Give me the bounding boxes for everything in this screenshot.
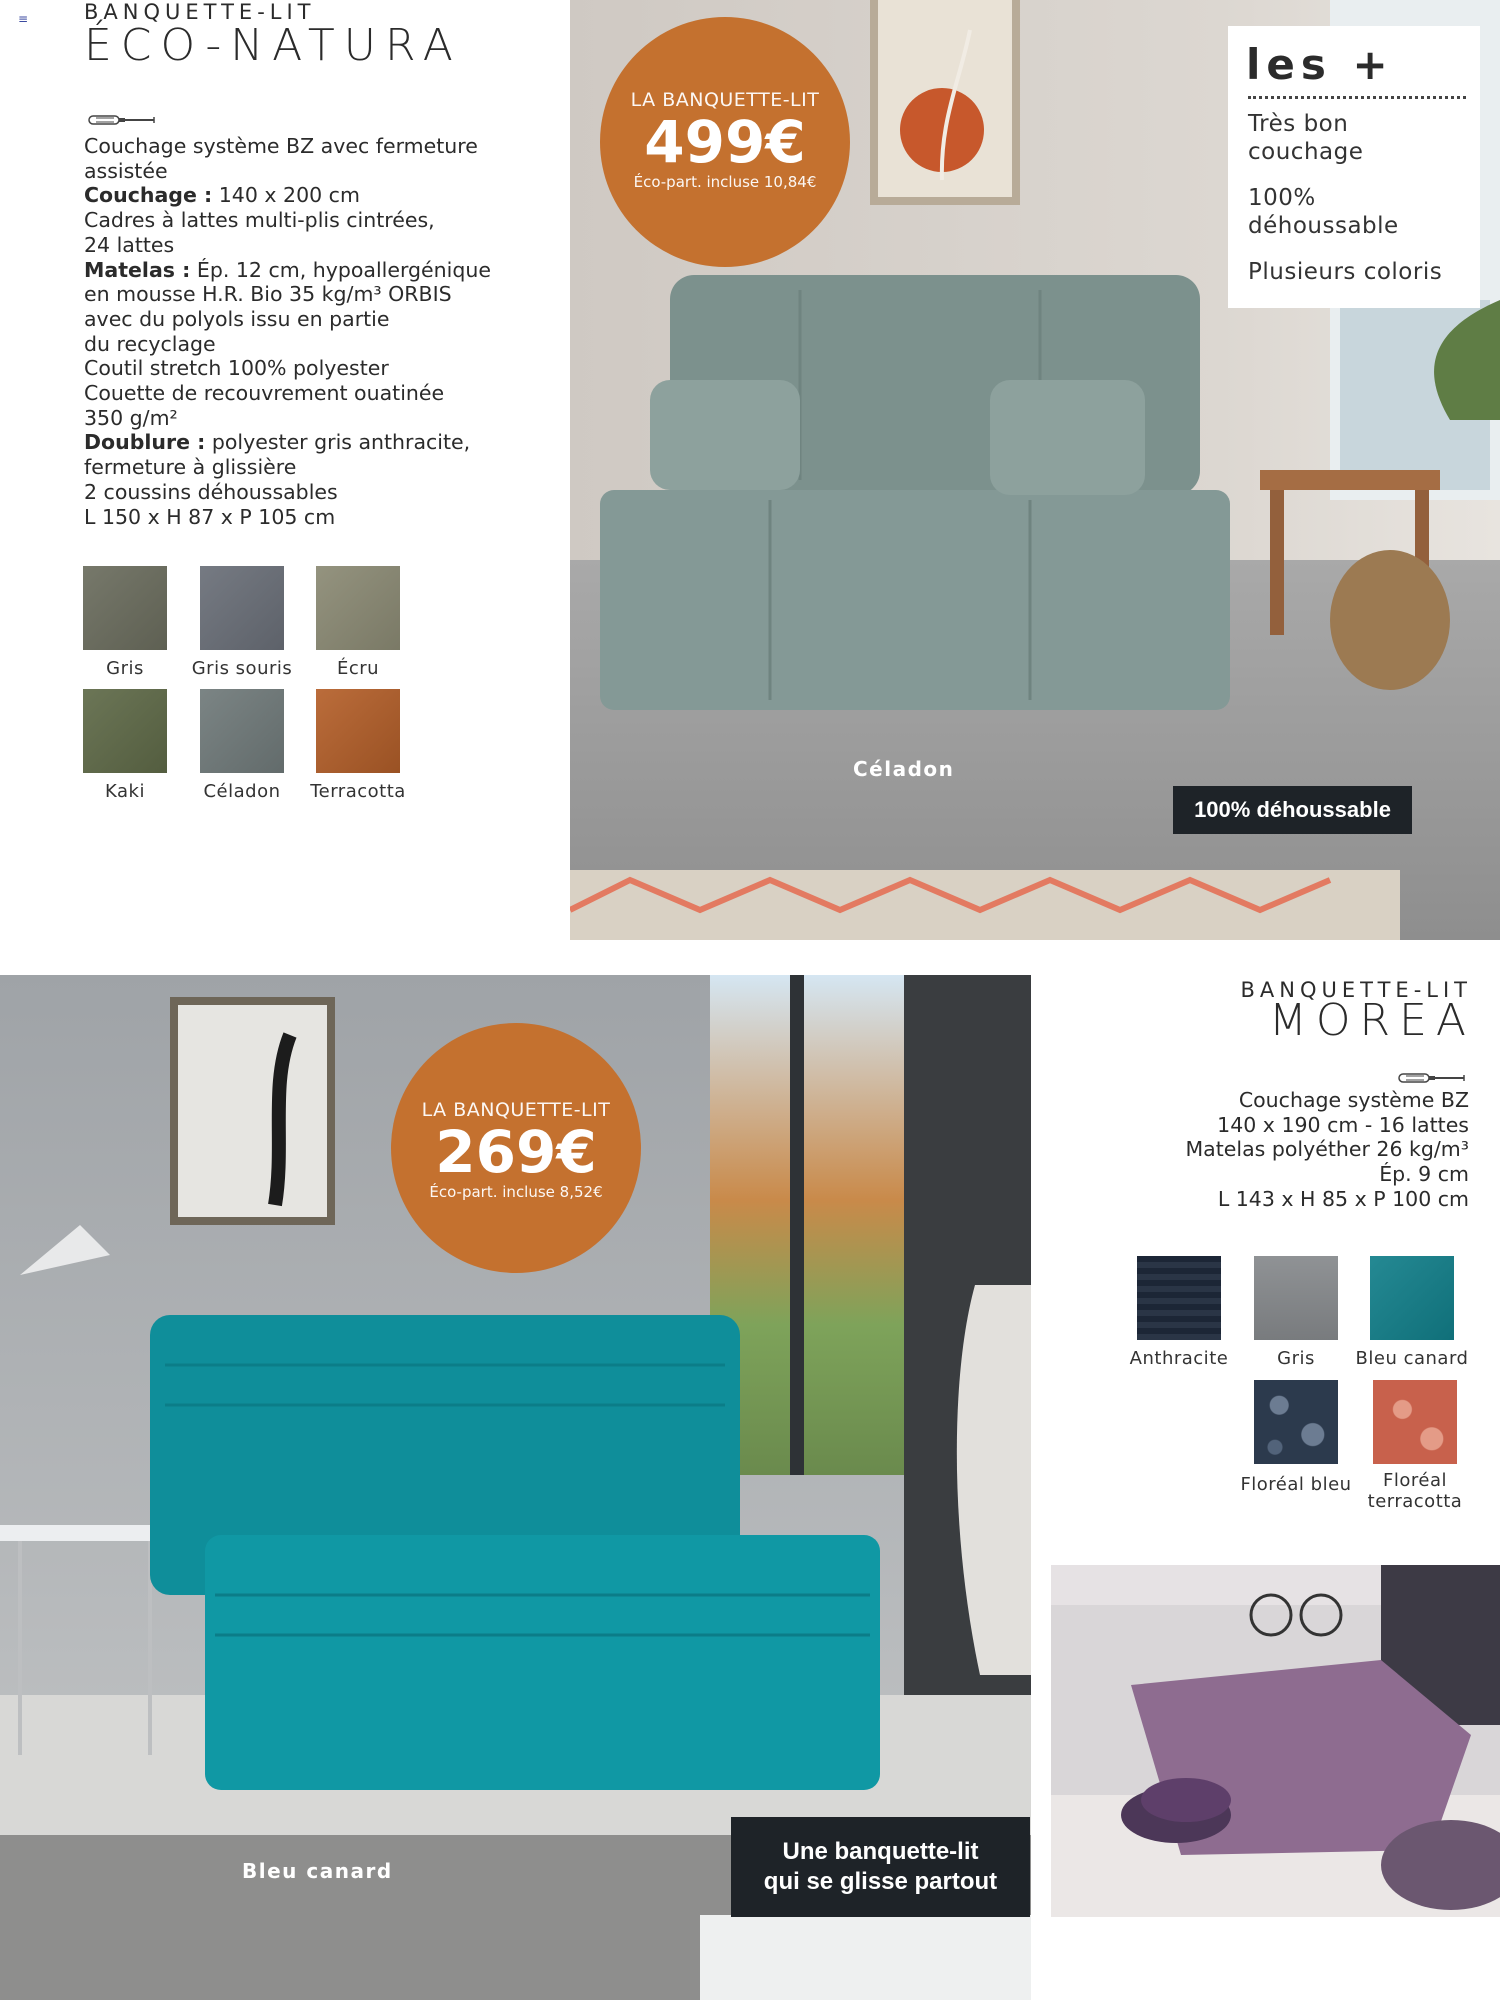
swatch-label: Gris — [106, 658, 144, 679]
spec-value: 140 x 200 cm — [212, 183, 360, 208]
benefits-title: les + — [1246, 40, 1394, 89]
spec-line — [84, 258, 564, 283]
swatch-label-line: terracotta — [1367, 1491, 1463, 1512]
swatch-anthracite[interactable] — [1137, 1256, 1221, 1340]
product1-kicker: BANQUETTE-LIT — [84, 0, 316, 24]
swatch-gris[interactable] — [1254, 1256, 1338, 1340]
benefit-item: 100% — [1248, 185, 1316, 211]
product2-kicker: BANQUETTE-LIT — [1240, 978, 1472, 1002]
swatch-label — [1350, 1470, 1480, 1512]
spec-key: Matelas : — [84, 257, 191, 282]
photo2-caption: Bleu canard — [242, 1859, 393, 1883]
swatch-gris-souris[interactable] — [200, 566, 284, 650]
swatch-label-line: Floréal — [1383, 1470, 1447, 1491]
spec-line — [84, 183, 564, 208]
swatch-floreal-terracotta[interactable] — [1373, 1380, 1457, 1464]
price-value: 269€ — [435, 1118, 597, 1186]
price-badge-1 — [600, 17, 850, 267]
spec-line: Couchage système BZ — [1238, 1088, 1469, 1112]
spec-line: Ép. 9 cm — [1379, 1162, 1469, 1187]
slogan-line: Une banquette-lit — [782, 1838, 979, 1865]
price-value: 499€ — [644, 108, 806, 176]
swatch-celadon[interactable] — [200, 689, 284, 773]
spec-value: polyester gris anthracite, — [205, 430, 471, 455]
spec-line: Coutil stretch 100% polyester — [84, 356, 389, 381]
spec-line: Matelas polyéther 26 kg/m³ — [1185, 1137, 1469, 1162]
eco-part: Éco-part. incluse 10,84€ — [633, 173, 817, 191]
spec-line: Couchage système BZ avec fermeture — [84, 134, 478, 158]
bedroom-scene — [1051, 1565, 1500, 1917]
price-label: LA BANQUETTE-LIT — [630, 89, 820, 111]
product2-bed-photo — [1051, 1565, 1500, 1917]
swatch-gris[interactable] — [83, 566, 167, 650]
swatch-label: Céladon — [203, 781, 281, 802]
spec-line: L 150 x H 87 x P 105 cm — [84, 504, 336, 529]
slogan-badge — [731, 1817, 1030, 1917]
spec-line: L 143 x H 85 x P 100 cm — [1217, 1186, 1469, 1211]
swatch-label: Anthracite — [1129, 1348, 1229, 1369]
swatch-label: Écru — [336, 658, 380, 679]
swatch-label: Kaki — [105, 781, 145, 802]
spec-line: en mousse H.R. Bio 35 kg/m³ ORBIS — [84, 282, 452, 307]
page-marker: ≡ — [18, 12, 29, 26]
spec-line: 2 coussins déhoussables — [84, 479, 338, 504]
eco-part: Éco-part. incluse 8,52€ — [429, 1183, 603, 1201]
benefit-item: déhoussable — [1248, 213, 1399, 239]
swatch-terracotta[interactable] — [316, 689, 400, 773]
price-label: LA BANQUETTE-LIT — [421, 1099, 611, 1121]
dotted-divider — [1248, 96, 1466, 99]
swatch-label: Bleu canard — [1355, 1348, 1469, 1369]
product1-specs — [84, 134, 564, 529]
spec-line: fermeture à glissière — [84, 455, 297, 480]
spec-line: 140 x 190 cm - 16 lattes — [1217, 1112, 1469, 1137]
product1-title: ÉCO-NATURA — [84, 20, 462, 71]
dehoussable-badge: 100% déhoussable — [1173, 786, 1412, 834]
spec-line: du recyclage — [84, 331, 216, 356]
spec-key: Doublure : — [84, 430, 206, 455]
screwdriver-icon — [1398, 1070, 1468, 1086]
benefit-item: Très bon — [1248, 111, 1349, 137]
spec-line: 24 lattes — [84, 232, 175, 257]
spec-line: assistée — [84, 158, 168, 183]
spec-line: avec du polyols issu en partie — [84, 306, 390, 331]
spec-line — [84, 430, 564, 455]
swatch-kaki[interactable] — [83, 689, 167, 773]
spec-key: Couchage : — [84, 183, 213, 208]
slogan-line: qui se glisse partout — [763, 1868, 998, 1895]
benefit-item: couchage — [1248, 139, 1364, 165]
screwdriver-icon — [88, 112, 158, 128]
swatch-floreal-bleu[interactable] — [1254, 1380, 1338, 1464]
swatch-bleu-canard[interactable] — [1370, 1256, 1454, 1340]
spec-line: Cadres à lattes multi-plis cintrées, — [84, 208, 435, 233]
swatch-label: Terracotta — [310, 781, 406, 802]
benefits-box — [1228, 26, 1480, 308]
swatch-ecru[interactable] — [316, 566, 400, 650]
swatch-label: Floréal bleu — [1240, 1474, 1352, 1495]
product2-title: MOREA — [1268, 995, 1475, 1046]
product2-specs — [1049, 1088, 1469, 1212]
price-badge-2 — [391, 1023, 641, 1273]
benefit-item: Plusieurs coloris — [1248, 259, 1443, 285]
spec-line: 350 g/m² — [84, 405, 178, 430]
swatch-label: Gris souris — [191, 658, 293, 679]
spec-value: Ép. 12 cm, hypoallergénique — [190, 257, 491, 282]
swatch-label: Gris — [1277, 1348, 1315, 1369]
photo1-caption: Céladon — [853, 757, 955, 781]
spec-line: Couette de recouvrement ouatinée — [84, 381, 445, 406]
